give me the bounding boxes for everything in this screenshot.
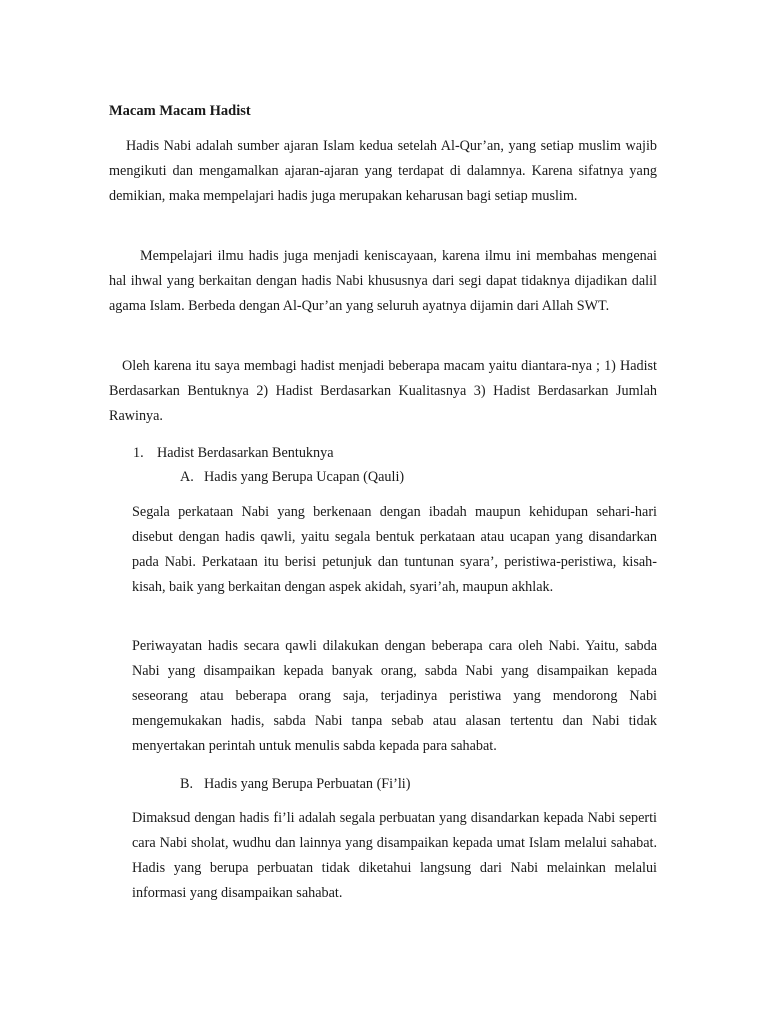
list-marker-1: 1. — [133, 445, 144, 461]
sublist-item-a-label: Hadis yang Berupa Ucapan (Qauli) — [204, 469, 405, 485]
list-item-1-label: Hadist Berdasarkan Bentuknya — [157, 445, 334, 461]
sublist-item-b-label: Hadis yang Berupa Perbuatan (Fi’li) — [204, 776, 411, 792]
fili-paragraph-1: Dimaksud dengan hadis fi’li adalah segala perbuatan yang disandarkan kepada Nabi seperti cara Nabi sholat, wudhu dan lainnya yang disampaikan kepada umat Islam melalui sahabat. Hadis yang berupa perbuatan tidak diketahui langsung dari Nabi melainkan melalui informasi yang disampaikan sahabat. — [132, 810, 657, 901]
second-paragraph: Mempelajari ilmu hadis juga menjadi keniscayaan, karena ilmu ini membahas mengenai hal ihwal yang berkaitan dengan hadis Nabi khususnya dari segi dapat tidaknya dijadikan dalil agama Islam. Berbeda dengan Al-Qur’an yang seluruh ayatnya dijamin dari Allah SWT. — [109, 248, 657, 314]
sublist-item-b — [180, 774, 410, 794]
intro-paragraph: Hadis Nabi adalah sumber ajaran Islam kedua setelah Al-Qur’an, yang setiap muslim wajib mengikuti dan mengamalkan ajaran-ajaran yang terdapat di dalamnya. Karena sifatnya yang demikian, maka mempelajari hadis juga merupakan keharusan bagi setiap muslim. — [109, 138, 657, 204]
sublist-item-a — [180, 467, 404, 487]
document-title: Macam Macam Hadist — [109, 103, 251, 119]
list-item-1 — [133, 443, 334, 463]
qauli-paragraph-1: Segala perkataan Nabi yang berkenaan dengan ibadah maupun kehidupan sehari-hari disebut dengan hadis qawli, yaitu segala bentuk perkataan atau ucapan yang disandarkan pada Nabi. Perkataan itu berisi petunjuk dan tuntunan syara’, peristiwa-peristiwa, kisah-kisah, baik yang berkaitan dengan aspek akidah, syari’ah, maupun akhlak. — [132, 504, 657, 595]
sublist-marker-b: B. — [180, 776, 194, 792]
qauli-paragraph-2: Periwayatan hadis secara qawli dilakukan dengan beberapa cara oleh Nabi. Yaitu, sabda Nabi yang disampaikan kepada banyak orang, sabda Nabi yang disampaikan kepada seseorang atau beberapa orang saja, terjadinya peristiwa yang mendorong Nabi mengemukakan hadis, sabda Nabi tanpa sebab atau alasan tertentu dan Nabi tidak menyertakan perintah untuk menulis sabda kepada para sahabat. — [132, 638, 657, 754]
sublist-marker-a: A. — [180, 469, 194, 485]
third-paragraph: Oleh karena itu saya membagi hadist menjadi beberapa macam yaitu diantara-nya ; 1) Hadist Berdasarkan Bentuknya 2) Hadist Berdasarkan Kualitasnya 3) Hadist Berdasarkan Jumlah Rawinya. — [109, 358, 657, 424]
